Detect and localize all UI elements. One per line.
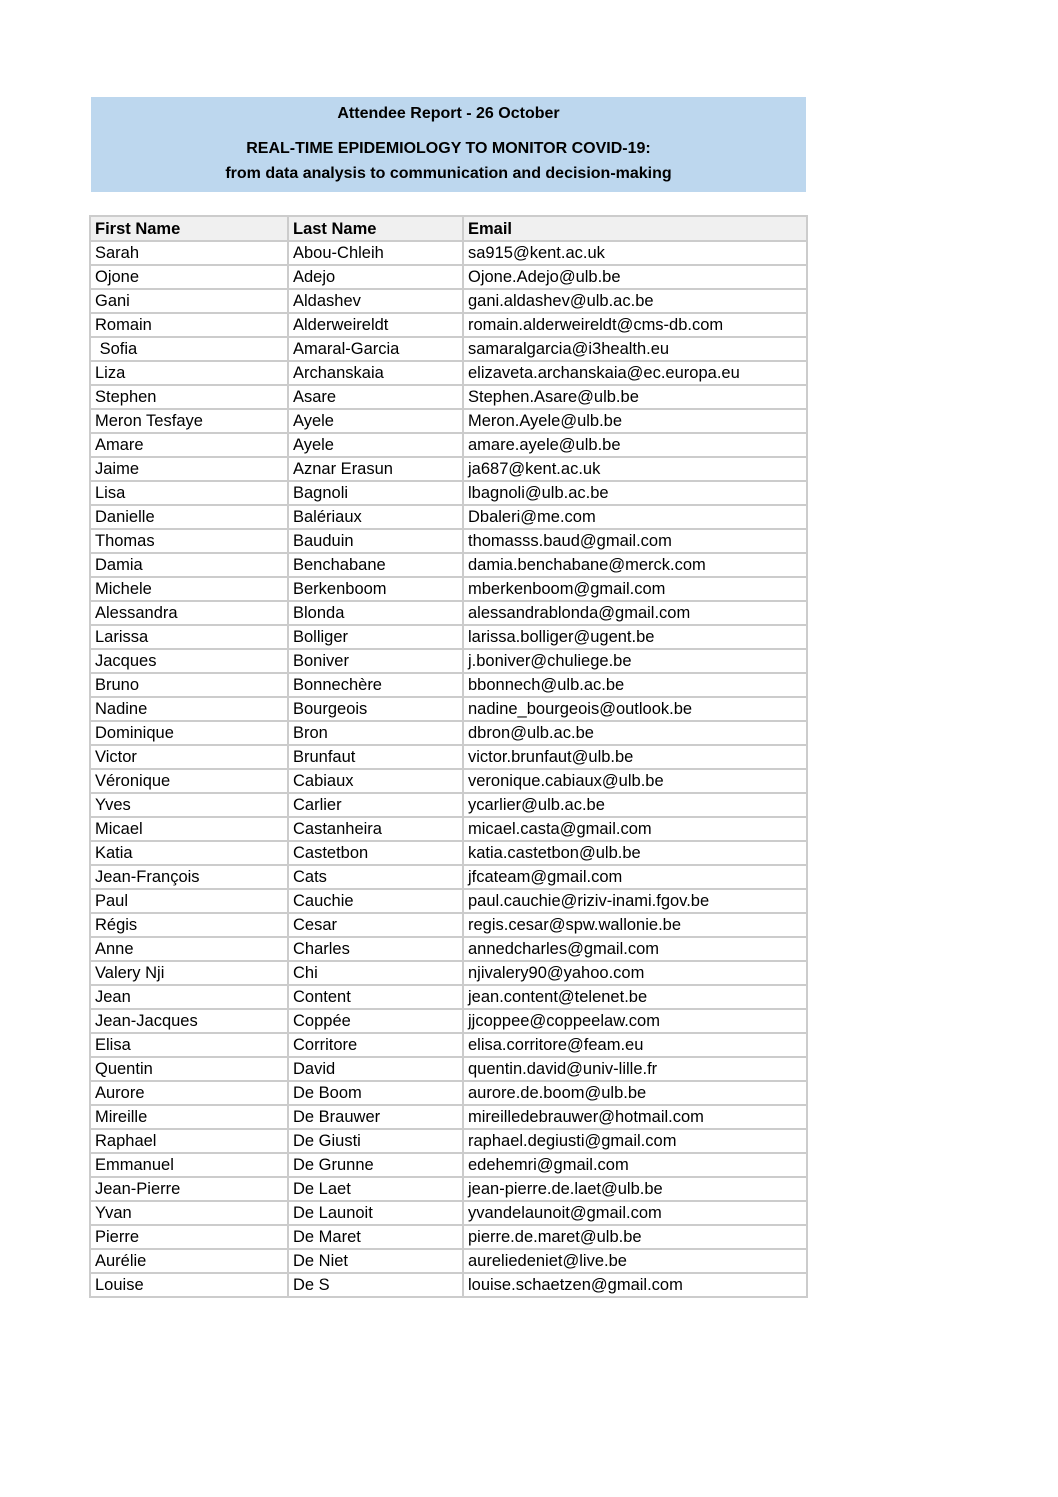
table-row bbox=[90, 745, 807, 769]
email-cell: jean-pierre.de.laet@ulb.be bbox=[463, 1177, 807, 1201]
header-first-name: First Name bbox=[90, 216, 288, 241]
last-name-cell: Benchabane bbox=[288, 553, 463, 577]
last-name-cell: Ayele bbox=[288, 433, 463, 457]
last-name-cell: Boniver bbox=[288, 649, 463, 673]
last-name-cell: Carlier bbox=[288, 793, 463, 817]
last-name-cell: De Niet bbox=[288, 1249, 463, 1273]
last-name-cell: De Boom bbox=[288, 1081, 463, 1105]
last-name-cell: Asare bbox=[288, 385, 463, 409]
email-cell: alessandrablonda@gmail.com bbox=[463, 601, 807, 625]
table-row bbox=[90, 385, 807, 409]
table-row bbox=[90, 1129, 807, 1153]
event-title: REAL-TIME EPIDEMIOLOGY TO MONITOR COVID-19: bbox=[246, 140, 651, 157]
last-name-cell: Castanheira bbox=[288, 817, 463, 841]
last-name-cell: Abou-Chleih bbox=[288, 241, 463, 265]
first-name-cell: Dominique bbox=[90, 721, 288, 745]
last-name-cell: De Grunne bbox=[288, 1153, 463, 1177]
table-row bbox=[90, 769, 807, 793]
email-cell: mireilledebrauwer@hotmail.com bbox=[463, 1105, 807, 1129]
last-name-cell: De Giusti bbox=[288, 1129, 463, 1153]
email-cell: Meron.Ayele@ulb.be bbox=[463, 409, 807, 433]
email-cell: Stephen.Asare@ulb.be bbox=[463, 385, 807, 409]
email-cell: annedcharles@gmail.com bbox=[463, 937, 807, 961]
table-row bbox=[90, 361, 807, 385]
table-row bbox=[90, 889, 807, 913]
last-name-cell: Bonnechère bbox=[288, 673, 463, 697]
first-name-cell: Romain bbox=[90, 313, 288, 337]
email-cell: elisa.corritore@feam.eu bbox=[463, 1033, 807, 1057]
last-name-cell: Blonda bbox=[288, 601, 463, 625]
attendee-table-body bbox=[90, 241, 807, 1297]
email-cell: ycarlier@ulb.ac.be bbox=[463, 793, 807, 817]
table-row bbox=[90, 457, 807, 481]
email-cell: yvandelaunoit@gmail.com bbox=[463, 1201, 807, 1225]
table-row bbox=[90, 913, 807, 937]
table-row bbox=[90, 697, 807, 721]
email-cell: ja687@kent.ac.uk bbox=[463, 457, 807, 481]
table-row bbox=[90, 1153, 807, 1177]
table-row bbox=[90, 481, 807, 505]
last-name-cell: Bagnoli bbox=[288, 481, 463, 505]
email-cell: lbagnoli@ulb.ac.be bbox=[463, 481, 807, 505]
email-cell: thomasss.baud@gmail.com bbox=[463, 529, 807, 553]
table-row bbox=[90, 1273, 807, 1297]
first-name-cell: Aurélie bbox=[90, 1249, 288, 1273]
email-cell: mberkenboom@gmail.com bbox=[463, 577, 807, 601]
email-cell: damia.benchabane@merck.com bbox=[463, 553, 807, 577]
last-name-cell: Aldashev bbox=[288, 289, 463, 313]
last-name-cell: Bourgeois bbox=[288, 697, 463, 721]
last-name-cell: Chi bbox=[288, 961, 463, 985]
first-name-cell: Danielle bbox=[90, 505, 288, 529]
email-cell: paul.cauchie@riziv-inami.fgov.be bbox=[463, 889, 807, 913]
last-name-cell: Castetbon bbox=[288, 841, 463, 865]
table-row bbox=[90, 793, 807, 817]
table-row bbox=[90, 625, 807, 649]
first-name-cell: Bruno bbox=[90, 673, 288, 697]
email-cell: raphael.degiusti@gmail.com bbox=[463, 1129, 807, 1153]
first-name-cell: Anne bbox=[90, 937, 288, 961]
table-row bbox=[90, 1033, 807, 1057]
table-row bbox=[90, 673, 807, 697]
last-name-cell: Brunfaut bbox=[288, 745, 463, 769]
last-name-cell: Bauduin bbox=[288, 529, 463, 553]
email-cell: nadine_bourgeois@outlook.be bbox=[463, 697, 807, 721]
email-cell: regis.cesar@spw.wallonie.be bbox=[463, 913, 807, 937]
first-name-cell: Michele bbox=[90, 577, 288, 601]
table-row bbox=[90, 433, 807, 457]
first-name-cell: Jaime bbox=[90, 457, 288, 481]
email-cell: aureliedeniet@live.be bbox=[463, 1249, 807, 1273]
report-title-banner bbox=[91, 97, 806, 192]
first-name-cell: Katia bbox=[90, 841, 288, 865]
table-row bbox=[90, 1225, 807, 1249]
table-row bbox=[90, 313, 807, 337]
header-email: Email bbox=[463, 216, 807, 241]
attendee-table bbox=[89, 215, 808, 1298]
last-name-cell: De Laet bbox=[288, 1177, 463, 1201]
last-name-cell: De S bbox=[288, 1273, 463, 1297]
email-cell: elizaveta.archanskaia@ec.europa.eu bbox=[463, 361, 807, 385]
first-name-cell: Liza bbox=[90, 361, 288, 385]
table-row bbox=[90, 1057, 807, 1081]
email-cell: jjcoppee@coppeelaw.com bbox=[463, 1009, 807, 1033]
email-cell: njivalery90@yahoo.com bbox=[463, 961, 807, 985]
first-name-cell: Paul bbox=[90, 889, 288, 913]
first-name-cell: Meron Tesfaye bbox=[90, 409, 288, 433]
table-row bbox=[90, 265, 807, 289]
last-name-cell: Amaral-Garcia bbox=[288, 337, 463, 361]
first-name-cell: Thomas bbox=[90, 529, 288, 553]
table-row bbox=[90, 1201, 807, 1225]
table-row bbox=[90, 1105, 807, 1129]
table-row bbox=[90, 1009, 807, 1033]
email-cell: gani.aldashev@ulb.ac.be bbox=[463, 289, 807, 313]
last-name-cell: Bolliger bbox=[288, 625, 463, 649]
table-row bbox=[90, 649, 807, 673]
first-name-cell: Jacques bbox=[90, 649, 288, 673]
last-name-cell: Cesar bbox=[288, 913, 463, 937]
table-row bbox=[90, 337, 807, 361]
email-cell: micael.casta@gmail.com bbox=[463, 817, 807, 841]
table-row bbox=[90, 985, 807, 1009]
table-header-row bbox=[90, 216, 807, 241]
header-last-name: Last Name bbox=[288, 216, 463, 241]
table-row bbox=[90, 553, 807, 577]
email-cell: jean.content@telenet.be bbox=[463, 985, 807, 1009]
first-name-cell: Raphael bbox=[90, 1129, 288, 1153]
table-row bbox=[90, 865, 807, 889]
table-row bbox=[90, 841, 807, 865]
table-row bbox=[90, 601, 807, 625]
email-cell: jfcateam@gmail.com bbox=[463, 865, 807, 889]
last-name-cell: Content bbox=[288, 985, 463, 1009]
last-name-cell: Aznar Erasun bbox=[288, 457, 463, 481]
table-row bbox=[90, 289, 807, 313]
email-cell: victor.brunfaut@ulb.be bbox=[463, 745, 807, 769]
last-name-cell: Bron bbox=[288, 721, 463, 745]
last-name-cell: Coppée bbox=[288, 1009, 463, 1033]
last-name-cell: De Brauwer bbox=[288, 1105, 463, 1129]
email-cell: j.boniver@chuliege.be bbox=[463, 649, 807, 673]
table-row bbox=[90, 529, 807, 553]
table-row bbox=[90, 577, 807, 601]
table-row bbox=[90, 505, 807, 529]
email-cell: larissa.bolliger@ugent.be bbox=[463, 625, 807, 649]
first-name-cell: Régis bbox=[90, 913, 288, 937]
first-name-cell: Louise bbox=[90, 1273, 288, 1297]
email-cell: Ojone.Adejo@ulb.be bbox=[463, 265, 807, 289]
email-cell: amare.ayele@ulb.be bbox=[463, 433, 807, 457]
last-name-cell: Corritore bbox=[288, 1033, 463, 1057]
email-cell: katia.castetbon@ulb.be bbox=[463, 841, 807, 865]
email-cell: quentin.david@univ-lille.fr bbox=[463, 1057, 807, 1081]
first-name-cell: Quentin bbox=[90, 1057, 288, 1081]
first-name-cell: Mireille bbox=[90, 1105, 288, 1129]
email-cell: edehemri@gmail.com bbox=[463, 1153, 807, 1177]
last-name-cell: Adejo bbox=[288, 265, 463, 289]
last-name-cell: De Maret bbox=[288, 1225, 463, 1249]
email-cell: bbonnech@ulb.ac.be bbox=[463, 673, 807, 697]
first-name-cell: Stephen bbox=[90, 385, 288, 409]
email-cell: sa915@kent.ac.uk bbox=[463, 241, 807, 265]
report-title: Attendee Report - 26 October bbox=[337, 105, 560, 122]
first-name-cell: Jean-Pierre bbox=[90, 1177, 288, 1201]
email-cell: romain.alderweireldt@cms-db.com bbox=[463, 313, 807, 337]
first-name-cell: Yvan bbox=[90, 1201, 288, 1225]
last-name-cell: Charles bbox=[288, 937, 463, 961]
first-name-cell: Damia bbox=[90, 553, 288, 577]
first-name-cell: Aurore bbox=[90, 1081, 288, 1105]
first-name-cell: Lisa bbox=[90, 481, 288, 505]
first-name-cell: Yves bbox=[90, 793, 288, 817]
first-name-cell: Amare bbox=[90, 433, 288, 457]
last-name-cell: David bbox=[288, 1057, 463, 1081]
last-name-cell: Alderweireldt bbox=[288, 313, 463, 337]
table-row bbox=[90, 1249, 807, 1273]
email-cell: dbron@ulb.ac.be bbox=[463, 721, 807, 745]
last-name-cell: Cabiaux bbox=[288, 769, 463, 793]
last-name-cell: Berkenboom bbox=[288, 577, 463, 601]
table-row bbox=[90, 241, 807, 265]
first-name-cell: Emmanuel bbox=[90, 1153, 288, 1177]
first-name-cell: Larissa bbox=[90, 625, 288, 649]
email-cell: louise.schaetzen@gmail.com bbox=[463, 1273, 807, 1297]
first-name-cell: Victor bbox=[90, 745, 288, 769]
first-name-cell: Jean-Jacques bbox=[90, 1009, 288, 1033]
first-name-cell: Gani bbox=[90, 289, 288, 313]
first-name-cell: Micael bbox=[90, 817, 288, 841]
last-name-cell: Balériaux bbox=[288, 505, 463, 529]
last-name-cell: Ayele bbox=[288, 409, 463, 433]
first-name-cell: Sarah bbox=[90, 241, 288, 265]
table-row bbox=[90, 1177, 807, 1201]
last-name-cell: Cats bbox=[288, 865, 463, 889]
email-cell: samaralgarcia@i3health.eu bbox=[463, 337, 807, 361]
first-name-cell: Sofia bbox=[90, 337, 288, 361]
email-cell: pierre.de.maret@ulb.be bbox=[463, 1225, 807, 1249]
table-row bbox=[90, 961, 807, 985]
table-row bbox=[90, 409, 807, 433]
table-row bbox=[90, 937, 807, 961]
first-name-cell: Jean bbox=[90, 985, 288, 1009]
first-name-cell: Pierre bbox=[90, 1225, 288, 1249]
email-cell: Dbaleri@me.com bbox=[463, 505, 807, 529]
first-name-cell: Ojone bbox=[90, 265, 288, 289]
table-row bbox=[90, 817, 807, 841]
last-name-cell: Archanskaia bbox=[288, 361, 463, 385]
email-cell: aurore.de.boom@ulb.be bbox=[463, 1081, 807, 1105]
table-row bbox=[90, 1081, 807, 1105]
first-name-cell: Jean-François bbox=[90, 865, 288, 889]
first-name-cell: Elisa bbox=[90, 1033, 288, 1057]
first-name-cell: Valery Nji bbox=[90, 961, 288, 985]
first-name-cell: Alessandra bbox=[90, 601, 288, 625]
first-name-cell: Nadine bbox=[90, 697, 288, 721]
first-name-cell: Véronique bbox=[90, 769, 288, 793]
last-name-cell: De Launoit bbox=[288, 1201, 463, 1225]
last-name-cell: Cauchie bbox=[288, 889, 463, 913]
email-cell: veronique.cabiaux@ulb.be bbox=[463, 769, 807, 793]
table-row bbox=[90, 721, 807, 745]
event-subtitle: from data analysis to communication and decision-making bbox=[225, 165, 672, 182]
